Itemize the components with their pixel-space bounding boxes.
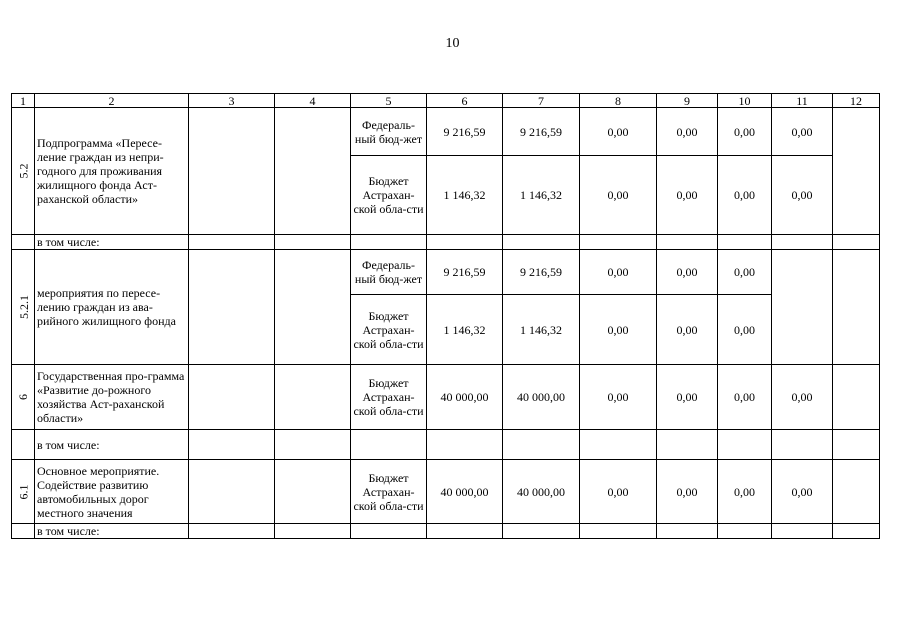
empty-cell [833,430,880,460]
empty-cell [275,460,351,524]
cell-value: 1 146,32 [503,295,580,365]
empty-cell [189,430,275,460]
empty-cell [772,235,833,250]
cell-value: 1 146,32 [503,156,580,235]
header-row [12,94,880,108]
cell-value: 0,00 [657,295,718,365]
cell-value: 0,00 [657,365,718,430]
cell-value: 9 216,59 [503,108,580,156]
column-header: 1 [12,94,35,108]
budget-table [11,93,880,539]
cell-value: 9 216,59 [503,250,580,295]
column-header: 5 [351,94,427,108]
cell-value: 0,00 [718,250,772,295]
row-code: 6.1 [12,460,35,524]
cell-value: 0,00 [657,108,718,156]
cell-value: 0,00 [772,108,833,156]
cell-value: 0,00 [580,156,657,235]
including-label: в том числе: [35,235,189,250]
table-row [12,430,880,460]
cell-value: 0,00 [657,250,718,295]
funding-source: Бюджет Астрахан-ской обла-сти [351,365,427,430]
empty-cell [427,524,503,539]
cell-value: 0,00 [772,365,833,430]
column-header: 9 [657,94,718,108]
empty-cell [503,235,580,250]
column-header: 4 [275,94,351,108]
empty-cell [833,365,880,430]
table-row [12,365,880,430]
empty-cell [351,430,427,460]
funding-source: Федераль-ный бюд-жет [351,250,427,295]
empty-cell [503,430,580,460]
cell-value: 0,00 [718,108,772,156]
empty-cell [657,430,718,460]
empty-cell [275,365,351,430]
empty-cell [189,235,275,250]
column-header: 11 [772,94,833,108]
empty-cell [12,524,35,539]
empty-cell [833,460,880,524]
empty-cell [275,524,351,539]
cell-value: 0,00 [580,295,657,365]
empty-cell [833,250,880,365]
row-code: 5.2 [12,108,35,235]
empty-cell [351,235,427,250]
empty-cell [189,460,275,524]
cell-value: 0,00 [657,460,718,524]
empty-cell [580,430,657,460]
empty-cell [657,235,718,250]
empty-cell [503,524,580,539]
empty-cell [833,108,880,235]
table-row [12,235,880,250]
cell-value: 0,00 [657,156,718,235]
empty-cell [12,430,35,460]
cell-value: 40 000,00 [503,460,580,524]
funding-source: Бюджет Астрахан-ской обла-сти [351,156,427,235]
empty-cell [718,235,772,250]
empty-cell [12,235,35,250]
funding-source: Федераль-ный бюд-жет [351,108,427,156]
empty-cell [351,524,427,539]
funding-source: Бюджет Астрахан-ской обла-сти [351,295,427,365]
column-header: 2 [35,94,189,108]
row-code: 6 [12,365,35,430]
empty-cell [189,524,275,539]
cell-value: 0,00 [580,108,657,156]
column-header: 3 [189,94,275,108]
cell-value: 1 146,32 [427,295,503,365]
cell-value: 9 216,59 [427,250,503,295]
empty-cell [833,235,880,250]
row-name: Основное мероприятие. Содействие развитию автомобильных дорог местного значения [35,460,189,524]
cell-value: 0,00 [718,156,772,235]
empty-cell [427,235,503,250]
cell-value: 0,00 [718,365,772,430]
empty-cell [718,524,772,539]
cell-value: 40 000,00 [503,365,580,430]
cell-value: 0,00 [772,156,833,235]
page-number: 10 [445,36,460,51]
empty-cell [275,430,351,460]
empty-cell [657,524,718,539]
funding-source: Бюджет Астрахан-ской обла-сти [351,460,427,524]
empty-cell [580,235,657,250]
empty-cell [718,430,772,460]
empty-cell [772,524,833,539]
column-header: 10 [718,94,772,108]
column-header: 6 [427,94,503,108]
row-code: 5.2.1 [12,250,35,365]
empty-cell [189,365,275,430]
empty-cell [275,250,351,365]
empty-cell [580,524,657,539]
empty-cell [189,250,275,365]
cell-value: 1 146,32 [427,156,503,235]
cell-value: 40 000,00 [427,365,503,430]
empty-cell [189,108,275,235]
empty-cell [772,430,833,460]
empty-cell [772,250,833,365]
including-label: в том числе: [35,524,189,539]
empty-cell [833,524,880,539]
cell-value: 0,00 [718,460,772,524]
row-name: мероприятия по пересе-лению граждан из ава-рийного жилищного фонда [35,250,189,365]
cell-value: 0,00 [580,365,657,430]
table-row [12,524,880,539]
empty-cell [275,108,351,235]
table-row [12,108,880,156]
cell-value: 9 216,59 [427,108,503,156]
cell-value: 0,00 [772,460,833,524]
row-name: Подпрограмма «Пересе-ление граждан из непри-годного для проживания жилищного фонда Аст-раханской области» [35,108,189,235]
column-header: 8 [580,94,657,108]
empty-cell [275,235,351,250]
including-label: в том числе: [35,430,189,460]
row-name: Государственная про-грамма «Развитие до-рожного хозяйства Аст-раханской области» [35,365,189,430]
empty-cell [427,430,503,460]
cell-value: 0,00 [718,295,772,365]
column-header: 12 [833,94,880,108]
cell-value: 0,00 [580,250,657,295]
table-row [12,250,880,295]
cell-value: 0,00 [580,460,657,524]
column-header: 7 [503,94,580,108]
cell-value: 40 000,00 [427,460,503,524]
table-row [12,460,880,524]
